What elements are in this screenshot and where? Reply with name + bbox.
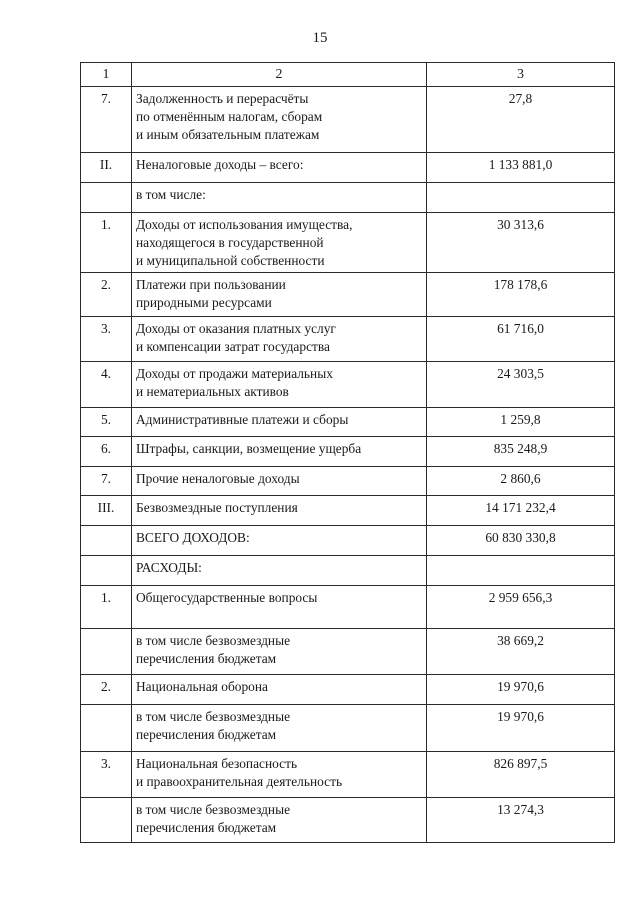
- row-number: 7.: [81, 467, 132, 496]
- row-number: [81, 629, 132, 675]
- budget-table: [80, 62, 615, 843]
- row-label-line: Доходы от оказания платных услуг: [136, 321, 336, 336]
- table-row: [81, 629, 615, 675]
- row-value: 13 274,3: [427, 798, 615, 843]
- row-label-line: в том числе безвозмездные: [136, 709, 291, 724]
- row-label: [132, 675, 427, 705]
- row-number: 2.: [81, 273, 132, 317]
- row-label: [132, 496, 427, 526]
- row-value: 2 959 656,3: [427, 586, 615, 629]
- table-row: [81, 153, 615, 183]
- row-label-line: в том числе безвозмездные: [136, 802, 291, 817]
- row-value: [427, 556, 615, 586]
- row-value: 1 259,8: [427, 408, 615, 437]
- row-label: [132, 556, 427, 586]
- row-number: 5.: [81, 408, 132, 437]
- row-label-line: РАСХОДЫ:: [136, 560, 202, 575]
- header-col-2: 2: [132, 63, 427, 87]
- row-label: [132, 183, 427, 213]
- row-label: [132, 629, 427, 675]
- table-row: [81, 556, 615, 586]
- row-value: 60 830 330,8: [427, 526, 615, 556]
- row-label-line: в том числе безвозмездные: [136, 633, 291, 648]
- row-label-line: перечисления бюджетам: [136, 651, 277, 666]
- row-label-line: ВСЕГО ДОХОДОВ:: [136, 530, 250, 545]
- row-value: 61 716,0: [427, 317, 615, 362]
- row-label: [132, 526, 427, 556]
- table-row: [81, 317, 615, 362]
- row-label-line: и компенсации затрат государства: [136, 339, 330, 354]
- row-number: 3.: [81, 752, 132, 798]
- row-label: [132, 437, 427, 467]
- row-label: [132, 586, 427, 629]
- row-number: [81, 556, 132, 586]
- row-label-line: по отменённым налогам, сборам: [136, 109, 323, 124]
- row-value: 27,8: [427, 87, 615, 153]
- row-number: 7.: [81, 87, 132, 153]
- row-label-line: Доходы от продажи материальных: [136, 366, 333, 381]
- row-label: [132, 752, 427, 798]
- row-number: 2.: [81, 675, 132, 705]
- row-label: [132, 798, 427, 843]
- table-row: [81, 526, 615, 556]
- row-label-line: и нематериальных активов: [136, 384, 289, 399]
- row-number: 6.: [81, 437, 132, 467]
- row-label-line: Безвозмездные поступления: [136, 500, 298, 515]
- row-label: [132, 273, 427, 317]
- row-label-line: Национальная оборона: [136, 679, 268, 694]
- header-col-3: 3: [427, 63, 615, 87]
- row-label: [132, 153, 427, 183]
- row-number: II.: [81, 153, 132, 183]
- row-value: [427, 183, 615, 213]
- row-label: [132, 362, 427, 408]
- row-value: 19 970,6: [427, 705, 615, 752]
- table-row: [81, 183, 615, 213]
- row-label: [132, 408, 427, 437]
- row-label-line: Национальная безопасность: [136, 756, 298, 771]
- row-number: 1.: [81, 586, 132, 629]
- row-label: [132, 467, 427, 496]
- table-row: [81, 798, 615, 843]
- header-col-1: 1: [81, 63, 132, 87]
- row-label-line: и иным обязательным платежам: [136, 127, 320, 142]
- row-label-line: перечисления бюджетам: [136, 820, 277, 835]
- row-label-line: Штрафы, санкции, возмещение ущерба: [136, 441, 362, 456]
- row-number: 1.: [81, 213, 132, 273]
- table-row: [81, 496, 615, 526]
- table-row: [81, 408, 615, 437]
- row-label-line: находящегося в государственной: [136, 235, 324, 250]
- row-value: 14 171 232,4: [427, 496, 615, 526]
- table-row: [81, 437, 615, 467]
- row-number: III.: [81, 496, 132, 526]
- row-label-line: в том числе:: [136, 187, 206, 202]
- row-value: 1 133 881,0: [427, 153, 615, 183]
- row-number: [81, 183, 132, 213]
- table-row: [81, 675, 615, 705]
- row-value: 38 669,2: [427, 629, 615, 675]
- table-header-row: [81, 63, 615, 87]
- row-label: [132, 213, 427, 273]
- row-value: 30 313,6: [427, 213, 615, 273]
- row-value: 826 897,5: [427, 752, 615, 798]
- table-row: [81, 586, 615, 629]
- row-value: 19 970,6: [427, 675, 615, 705]
- row-label-line: Прочие неналоговые доходы: [136, 471, 300, 486]
- row-label: [132, 317, 427, 362]
- row-label-line: и правоохранительная деятельность: [136, 774, 343, 789]
- row-label-line: перечисления бюджетам: [136, 727, 277, 742]
- row-label: [132, 705, 427, 752]
- row-number: [81, 705, 132, 752]
- row-value: 2 860,6: [427, 467, 615, 496]
- table-row: [81, 705, 615, 752]
- row-number: [81, 526, 132, 556]
- row-label-line: Общегосударственные вопросы: [136, 590, 318, 605]
- table-row: [81, 362, 615, 408]
- row-number: 3.: [81, 317, 132, 362]
- row-label-line: Доходы от использования имущества,: [136, 217, 353, 232]
- row-label-line: Неналоговые доходы – всего:: [136, 157, 304, 172]
- table-row: [81, 273, 615, 317]
- page-number: 15: [312, 30, 328, 46]
- table-row: [81, 467, 615, 496]
- row-label-line: природными ресурсами: [136, 295, 272, 310]
- row-label-line: Платежи при пользовании: [136, 277, 286, 292]
- table-row: [81, 87, 615, 153]
- row-label-line: Административные платежи и сборы: [136, 412, 349, 427]
- row-value: 178 178,6: [427, 273, 615, 317]
- row-number: [81, 798, 132, 843]
- row-label-line: и муниципальной собственности: [136, 253, 325, 268]
- row-label-line: Задолженность и перерасчёты: [136, 91, 309, 106]
- table-row: [81, 752, 615, 798]
- row-value: 835 248,9: [427, 437, 615, 467]
- row-value: 24 303,5: [427, 362, 615, 408]
- table-row: [81, 213, 615, 273]
- row-label: [132, 87, 427, 153]
- row-number: 4.: [81, 362, 132, 408]
